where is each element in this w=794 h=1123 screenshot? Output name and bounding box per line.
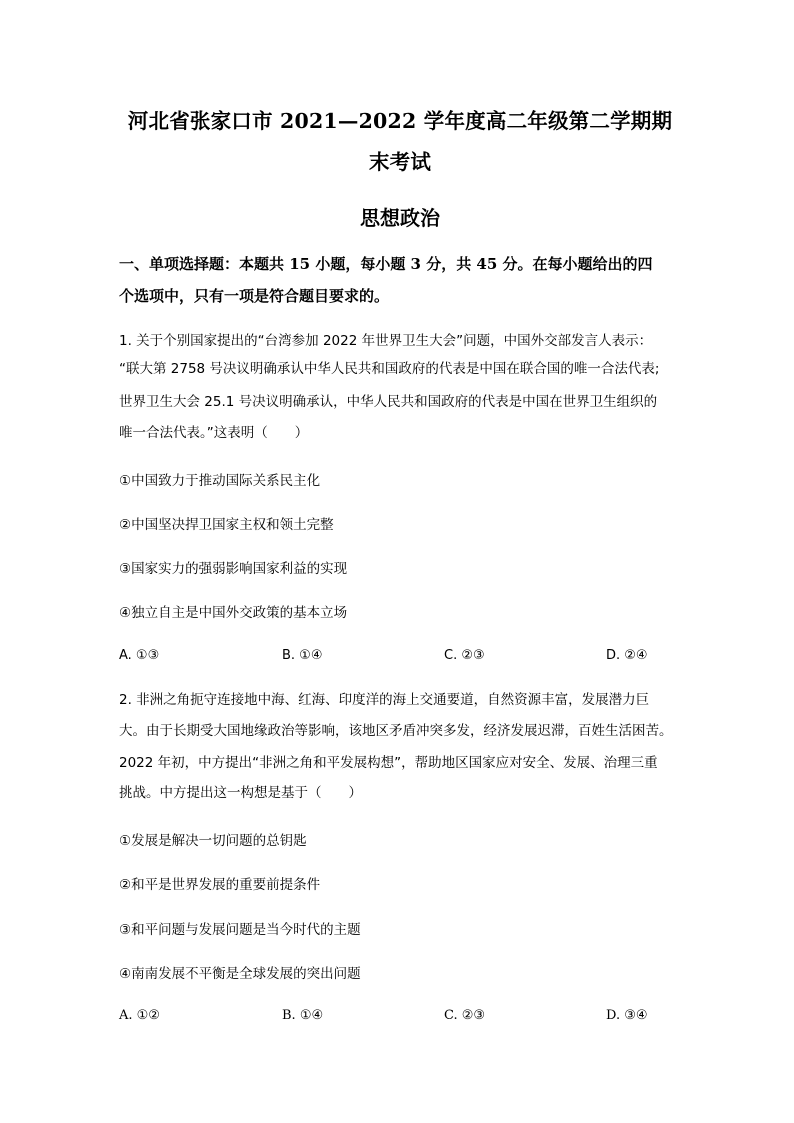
q2-stem-line3: 2022 年初，中方提出“非洲之角和平发展构想”，帮助地区国家应对安全、发展、治理三重 (119, 755, 658, 771)
q2-answer-c[interactable]: C. ②③ (444, 1008, 486, 1023)
q1-stem-line1: 1. 关于个别国家提出的“台湾参加 2022 年世界卫生大会”问题，中国外交部发言人表示： (119, 333, 653, 349)
q1-answer-b[interactable]: B. ①④ (282, 648, 323, 663)
q1-answer-d[interactable]: D. ②④ (606, 648, 648, 663)
q2-answer-d[interactable]: D. ③④ (606, 1008, 648, 1023)
q1-statement-2: ②中国坚决捍卫国家主权和领土完整 (119, 517, 334, 533)
q2-stem-line2: 大。由于长期受大国地缘政治等影响，该地区矛盾冲突多发，经济发展迟滞，百姓生活困苦。 (119, 723, 673, 739)
q1-answer-a[interactable]: A. ①③ (119, 648, 160, 663)
q1-statement-1: ①中国致力于推动国际关系民主化 (119, 473, 321, 489)
q1-stem-line3: 世界卫生大会 25.1 号决议明确承认，中华人民共和国政府的代表是中国在世界卫生组织的 (119, 394, 658, 410)
section-heading-line1: 一、单项选择题：本题共 15 小题，每小题 3 分，共 45 分。在每小题给出的四 (119, 255, 653, 273)
subject-title: 思想政治 (360, 206, 440, 230)
q2-answer-a[interactable]: A. ①② (119, 1008, 160, 1023)
q1-statement-3: ③国家实力的强弱影响国家利益的实现 (119, 561, 348, 577)
q2-answer-b[interactable]: B. ①④ (282, 1008, 324, 1023)
q1-answer-c[interactable]: C. ②③ (444, 648, 485, 663)
exam-title-line2: 末考试 (368, 150, 432, 174)
q2-statement-4: ④南南发展不平衡是全球发展的突出问题 (119, 966, 361, 982)
q2-statement-2: ②和平是世界发展的重要前提条件 (119, 877, 321, 893)
q2-stem-line1: 2. 非洲之角扼守连接地中海、红海、印度洋的海上交通要道，自然资源丰富，发展潜力巨 (119, 692, 650, 708)
q2-statement-1: ①发展是解决一切问题的总钥匙 (119, 833, 307, 849)
q2-statement-3: ③和平问题与发展问题是当今时代的主题 (119, 922, 361, 938)
q1-stem-line2: “联大第 2758 号决议明确承认中华人民共和国政府的代表是中国在联合国的唯一合法代表; (119, 361, 660, 377)
q1-statement-4: ④独立自主是中国外交政策的基本立场 (119, 605, 348, 621)
exam-title-line1: 河北省张家口市 2021—2022 学年度高二年级第二学期期 (127, 109, 673, 133)
q1-stem-line4: 唯一合法代表。”这表明（ ） (119, 425, 309, 441)
section-heading-line2: 个选项中，只有一项是符合题目要求的。 (119, 287, 390, 305)
q2-stem-line4: 挑战。中方提出这一构想是基于（ ） (119, 785, 362, 801)
